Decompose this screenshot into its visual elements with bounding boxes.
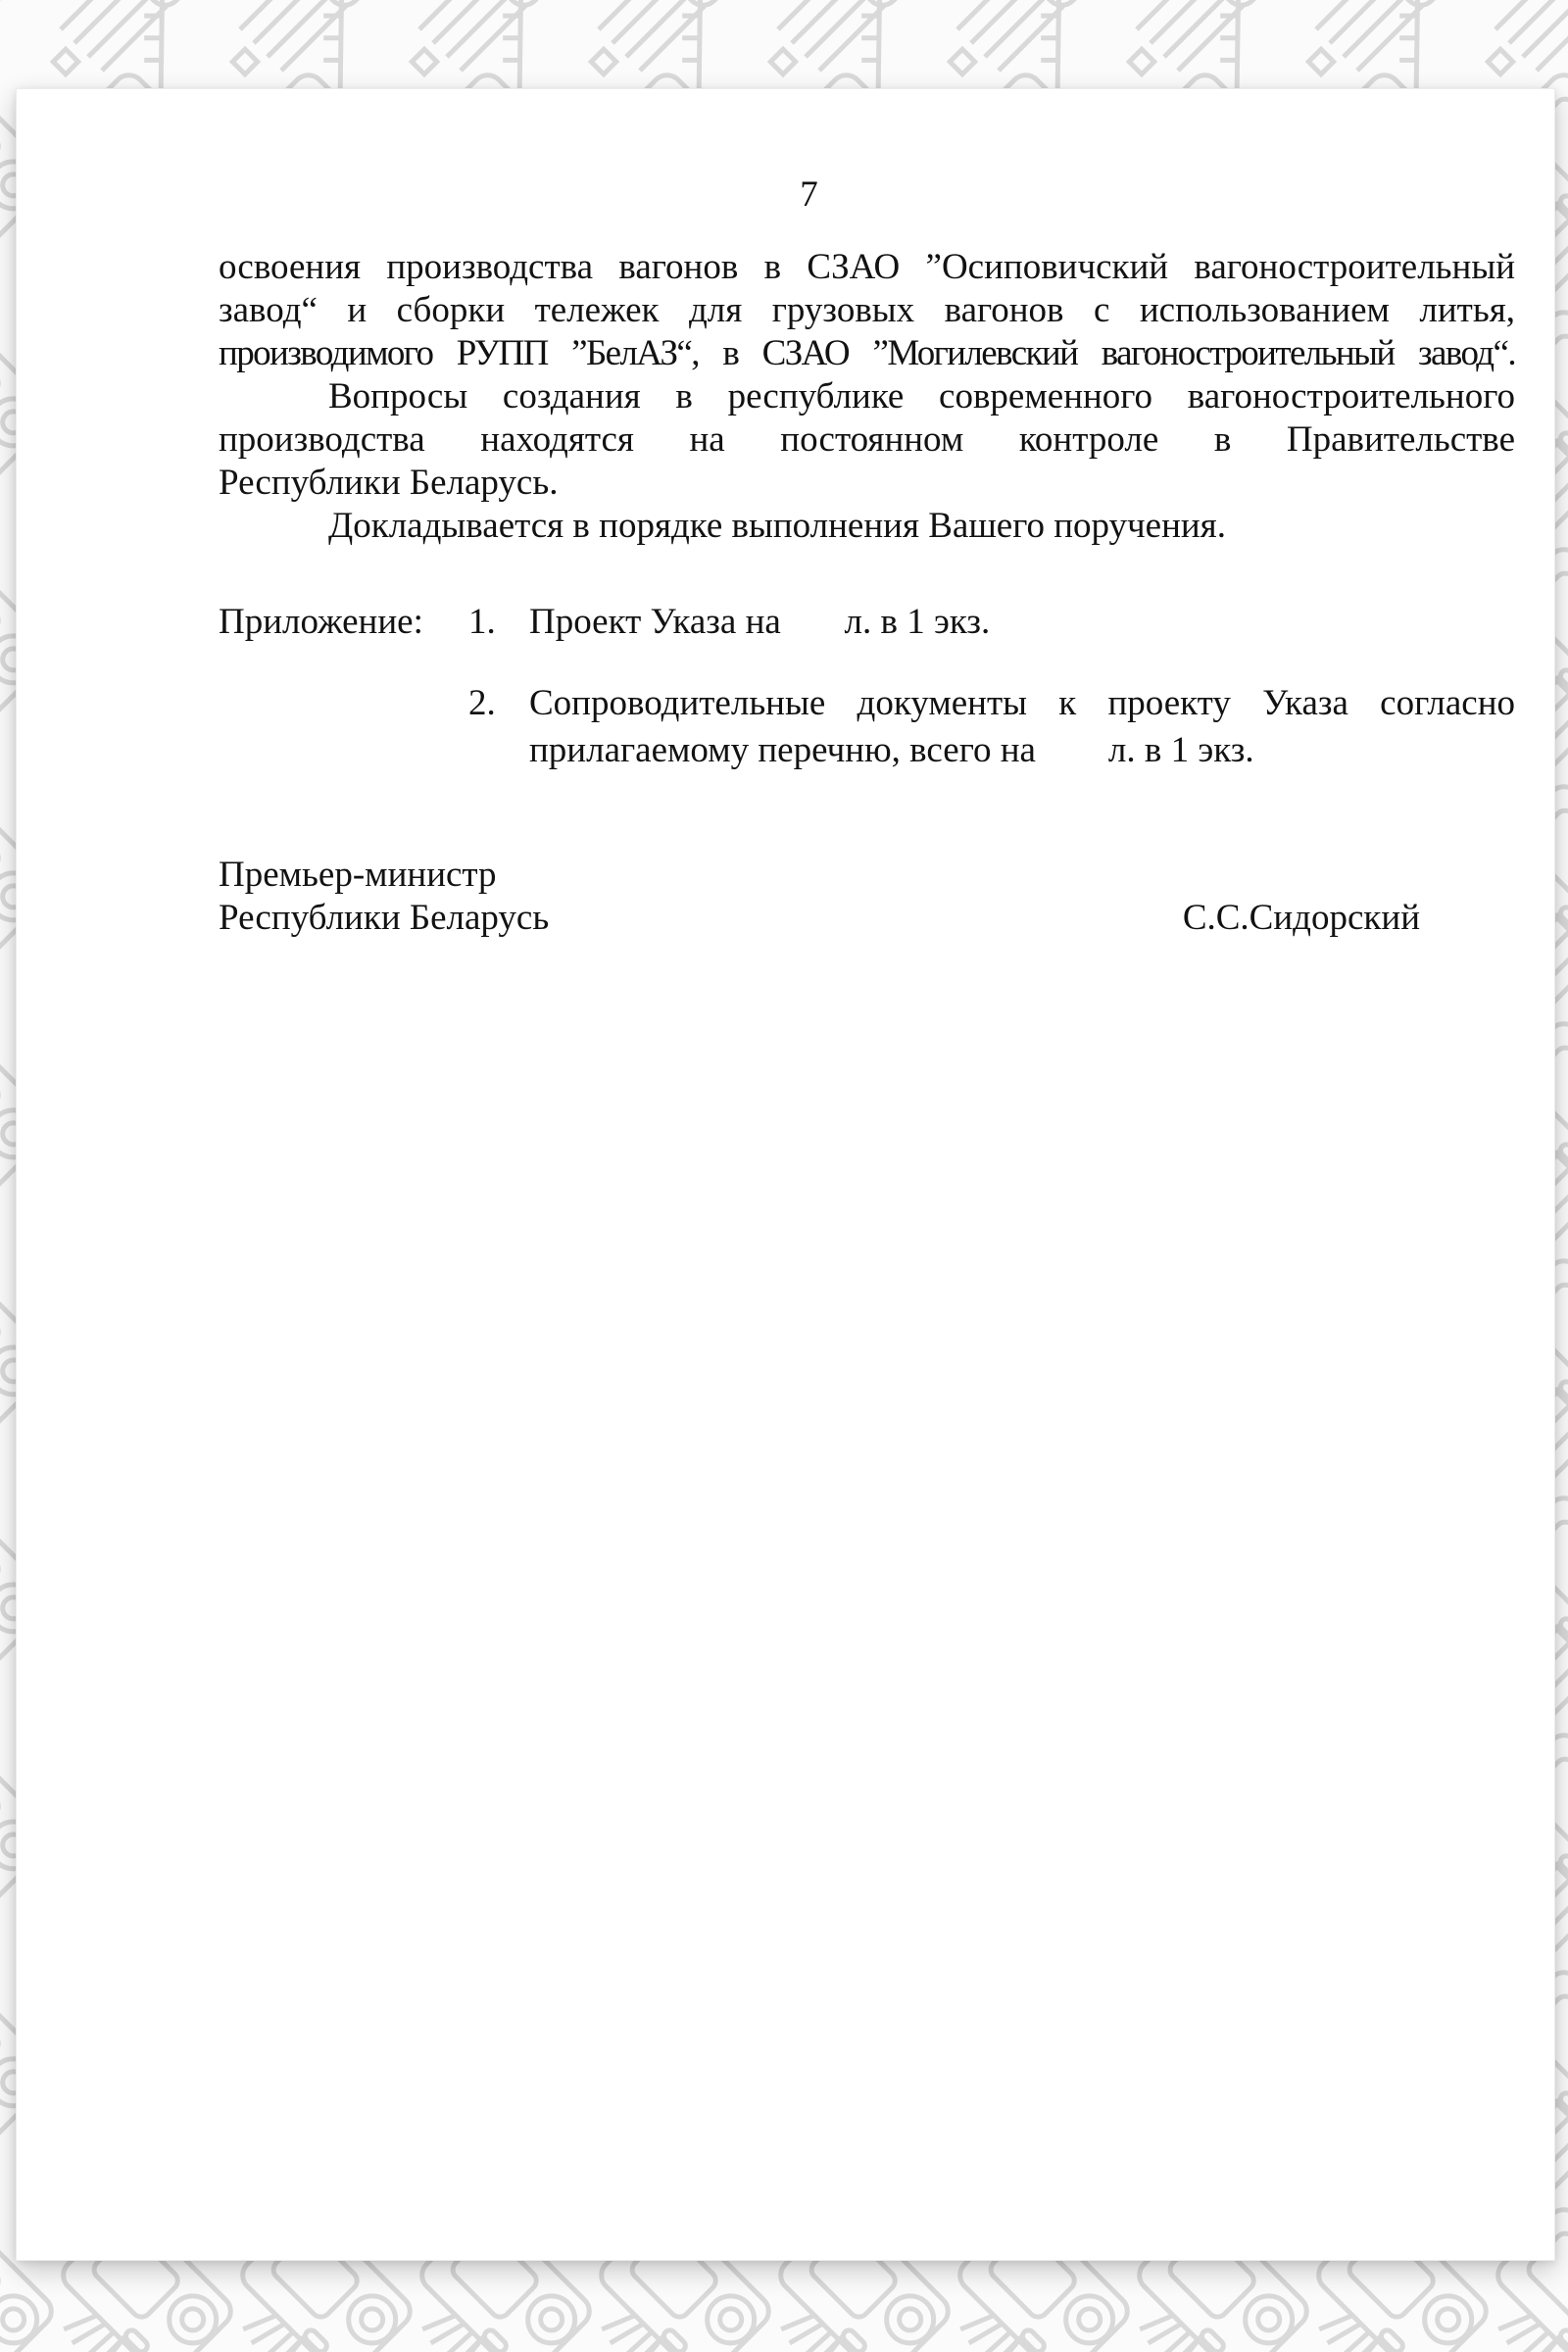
body-line: освоения производства вагонов в СЗАО ”Осиповичский вагоностроительный <box>219 247 1515 287</box>
signature-post-line: Республики Беларусь <box>219 898 550 938</box>
body-line: Сопроводительные документы к проекту Указа согласно <box>529 683 1515 723</box>
document-sheet <box>16 88 1555 2261</box>
camera-icon <box>374 0 633 91</box>
body-line: прилагаемому перечню, всего на л. в 1 экз. <box>529 730 1254 770</box>
page-number: 7 <box>800 174 818 215</box>
attachment-item-text <box>529 601 1515 644</box>
camera-icon <box>733 0 992 91</box>
body-line: производства находятся на постоянном контроле в Правительстве <box>219 419 1515 460</box>
body-line: Вопросы создания в республике современного вагоностроительного <box>328 376 1515 416</box>
attachment-item-2 <box>219 680 1515 774</box>
camera-icon <box>195 0 454 91</box>
camera-icon <box>912 0 1171 91</box>
paragraph-control <box>219 375 1515 505</box>
paragraph-report <box>219 505 1515 548</box>
camera-icon <box>16 0 274 91</box>
camera-icon <box>1092 0 1350 91</box>
paragraph-continued <box>219 246 1515 375</box>
attachment-item-1 <box>219 601 1515 644</box>
attachment-item-number: 1. <box>468 602 496 642</box>
body-line: завод“ и сборки тележек для грузовых вагонов с использованием литья, <box>219 290 1515 330</box>
diagonal-stripes-icon <box>1488 0 1568 74</box>
signature-post <box>219 854 549 940</box>
camera-icon <box>0 0 95 91</box>
signature-block <box>219 854 1515 940</box>
camera-icon <box>1271 0 1530 91</box>
signature-post-line: Премьер-министр <box>219 855 497 895</box>
body-line: производимого РУПП ”БелАЗ“, в СЗАО ”Могилевский вагоностроительный завод“. <box>219 333 1515 373</box>
attachment-label: Приложение: <box>219 602 423 642</box>
body-line: Докладывается в порядке выполнения Вашего поручения. <box>328 506 1226 546</box>
body-line: Проект Указа на л. в 1 экз. <box>529 602 991 642</box>
attachment-section <box>219 601 1515 774</box>
body-line: Республики Беларусь. <box>219 463 559 503</box>
attachment-item-number: 2. <box>468 683 496 723</box>
signature-name: С.С.Сидорский <box>1182 898 1420 938</box>
attachment-item-text <box>529 680 1515 774</box>
camera-icon <box>554 0 812 91</box>
